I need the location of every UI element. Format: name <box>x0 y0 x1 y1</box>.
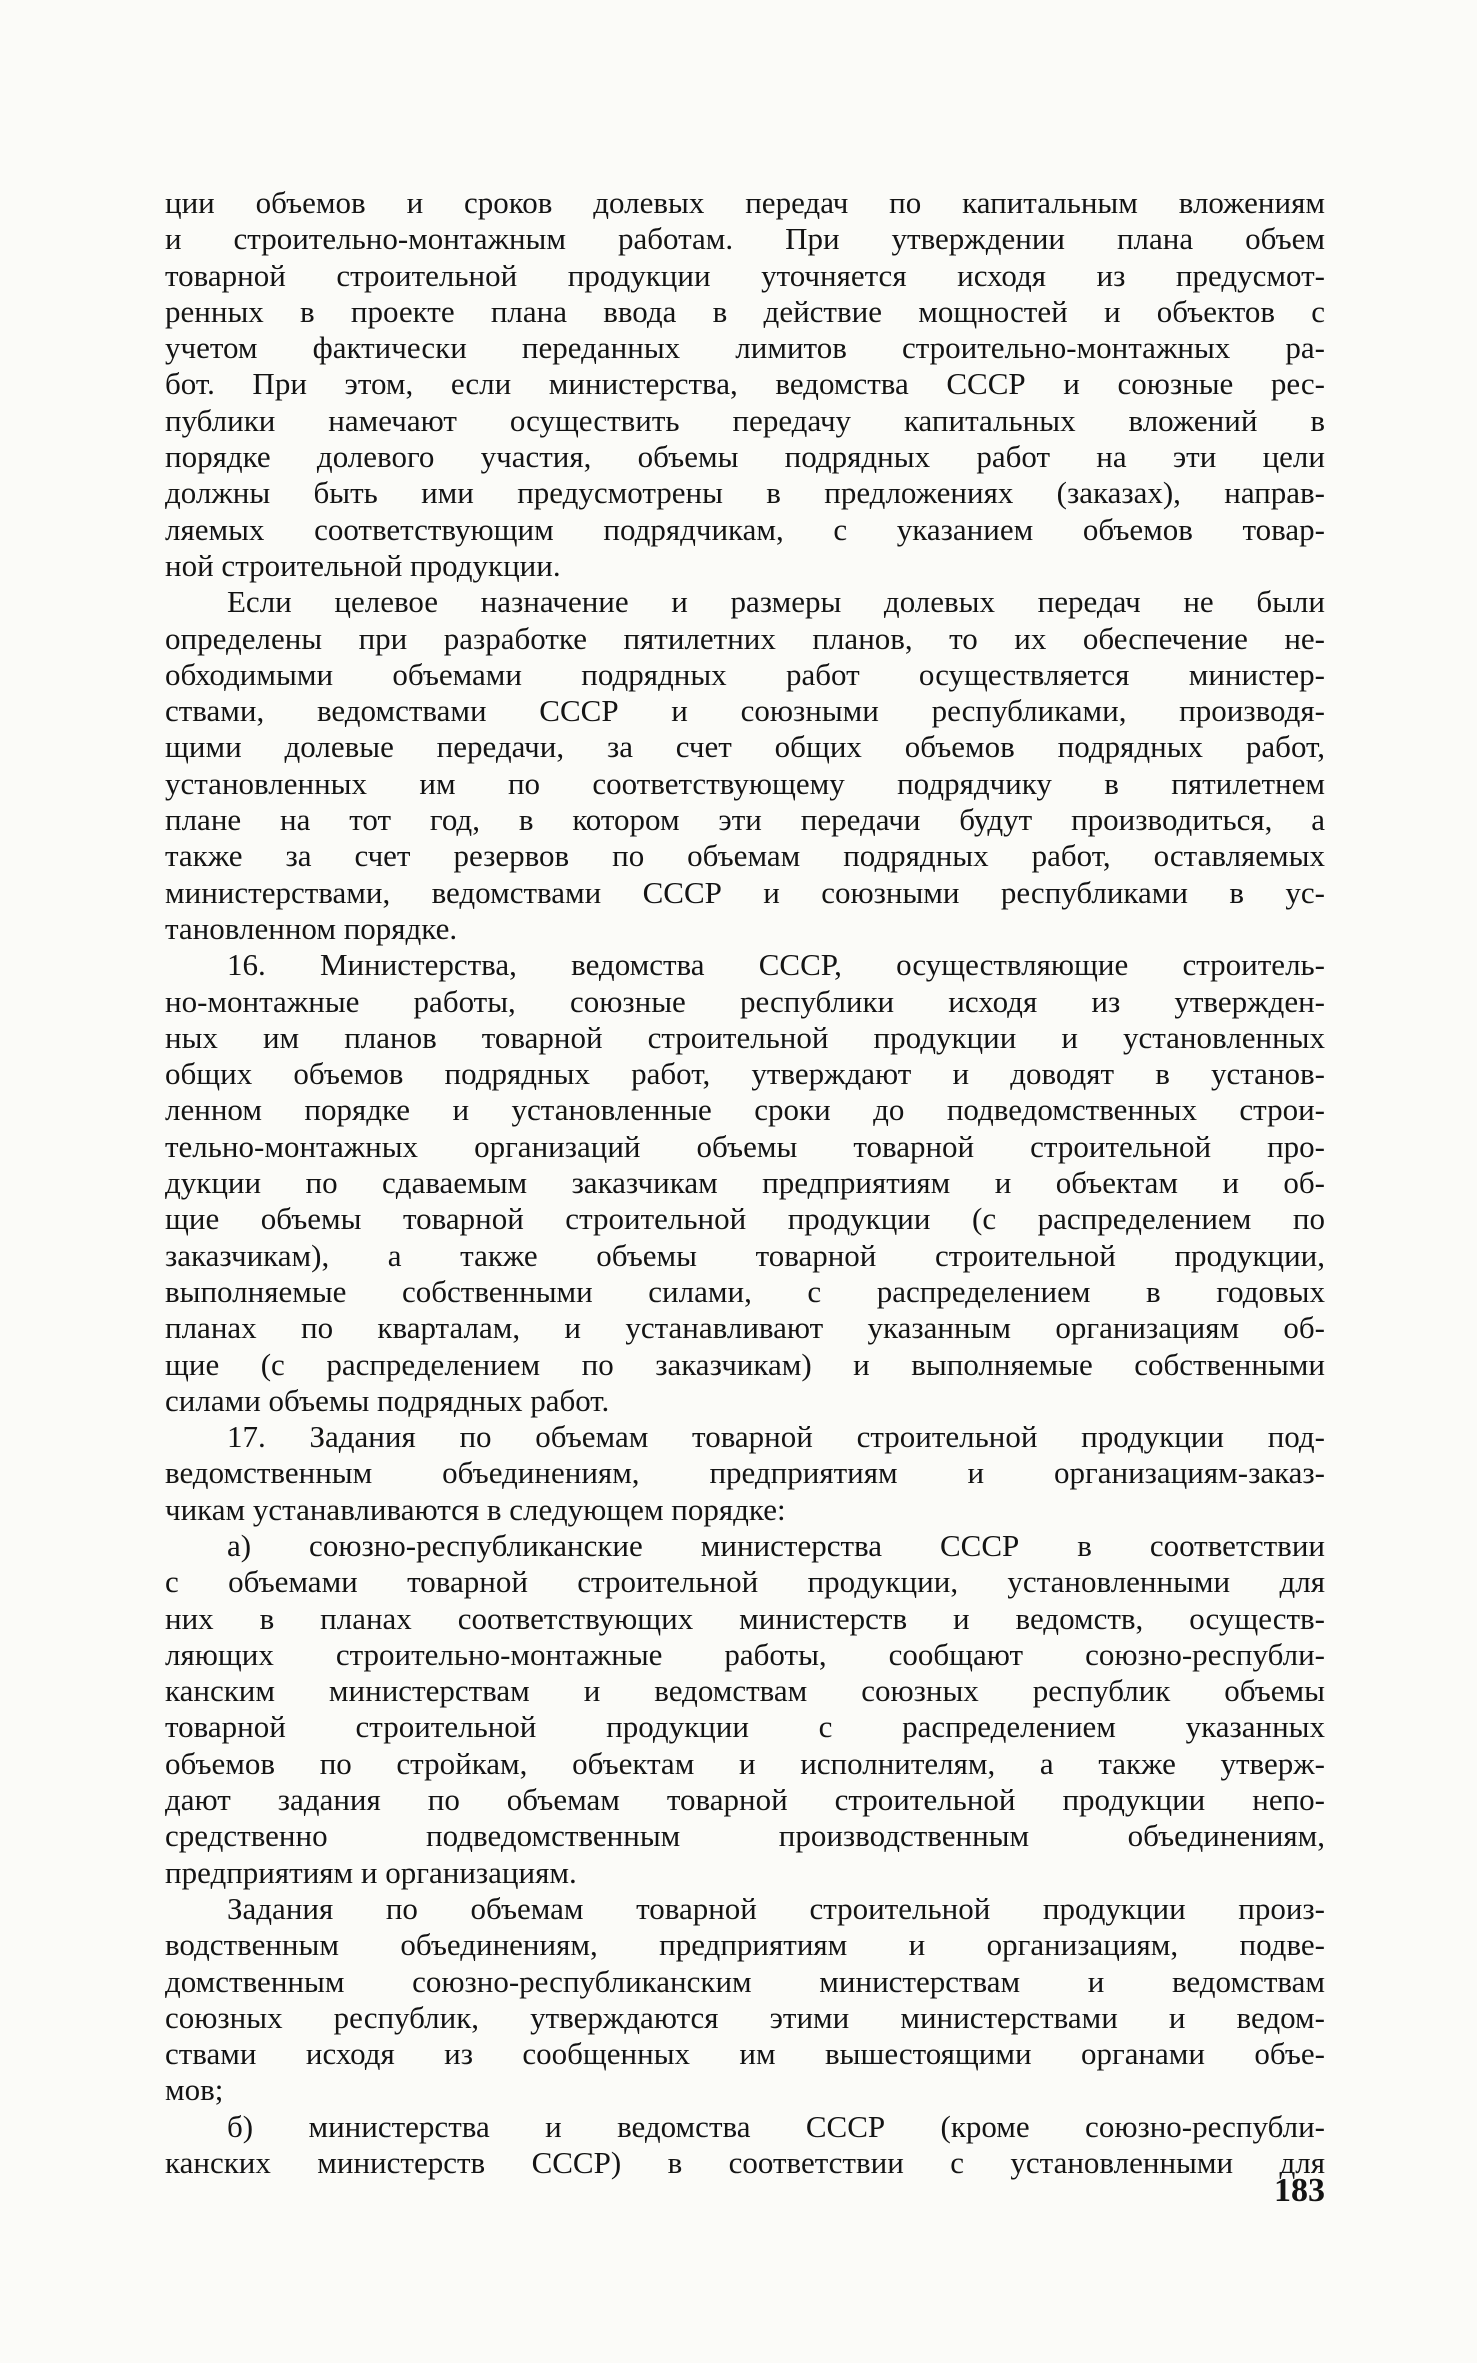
text-line: плане на тот год, в котором эти передачи будут производиться, а <box>165 802 1325 838</box>
text-line: ляемых соответствующим подрядчикам, с указанием объемов товар- <box>165 511 1325 547</box>
text-line: ренных в проекте плана ввода в действие мощностей и объектов с <box>165 293 1325 329</box>
text-line: выполняемые собственными силами, с распределением в годовых <box>165 1273 1325 1309</box>
text-line: канским министерствам и ведомствам союзных республик объемы <box>165 1673 1325 1709</box>
text-line: ствами, ведомствами СССР и союзными республиками, производя- <box>165 693 1325 729</box>
text-line: установленных им по соответствующему подрядчику в пятилетнем <box>165 765 1325 801</box>
text-line: ствами исходя из сообщенных им вышестоящими органами объе- <box>165 2036 1325 2072</box>
text-line: но-монтажные работы, союзные республики исходя из утвержден- <box>165 983 1325 1019</box>
text-line: товарной строительной продукции с распределением указанных <box>165 1709 1325 1745</box>
text-line: публики намечают осуществить передачу капитальных вложений в <box>165 402 1325 438</box>
text-line: канских министерств СССР) в соответствии с установленными для <box>165 2145 1325 2181</box>
text-line: товарной строительной продукции уточняется исходя из предусмот- <box>165 257 1325 293</box>
text-line: Задания по объемам товарной строительной продукции произ- <box>227 1890 1325 1926</box>
text-line: 16. Министерства, ведомства СССР, осуществляющие строитель- <box>227 947 1325 983</box>
text-line: обходимыми объемами подрядных работ осуществляется министер- <box>165 656 1325 692</box>
text-line: планах по кварталам, и устанавливают указанным организациям об- <box>165 1310 1325 1346</box>
text-line: ных им планов товарной строительной продукции и установленных <box>165 1019 1325 1055</box>
text-line: щие объемы товарной строительной продукции (с распределением по <box>165 1201 1325 1237</box>
text-line: мов; <box>165 2072 224 2108</box>
text-line: также за счет резервов по объемам подрядных работ, оставляемых <box>165 838 1325 874</box>
text-line: а) союзно-республиканские министерства СССР в соответствии <box>227 1527 1325 1563</box>
text-line: ленном порядке и установленные сроки до подведомственных строи- <box>165 1092 1325 1128</box>
text-line: министерствами, ведомствами СССР и союзными республиками в ус- <box>165 874 1325 910</box>
text-line: и строительно-монтажным работам. При утверждении плана объем <box>165 221 1325 257</box>
text-line: водственным объединениям, предприятиям и организациям, подве- <box>165 1927 1325 1963</box>
text-line: учетом фактически переданных лимитов строительно-монтажных ра- <box>165 330 1325 366</box>
text-line: ляющих строительно-монтажные работы, сообщают союзно-республи- <box>165 1636 1325 1672</box>
text-line: дукции по сдаваемым заказчикам предприятиям и объектам и об- <box>165 1165 1325 1201</box>
text-line: чикам устанавливаются в следующем порядке: <box>165 1491 786 1527</box>
text-line: силами объемы подрядных работ. <box>165 1382 610 1418</box>
text-line: Если целевое назначение и размеры долевых передач не были <box>227 584 1325 620</box>
text-line: домственным союзно-республиканским министерствам и ведомствам <box>165 1963 1325 1999</box>
text-line: союзных республик, утверждаются этими министерствами и ведом- <box>165 1999 1325 2035</box>
text-line: должны быть ими предусмотрены в предложениях (заказах), направ- <box>165 475 1325 511</box>
text-line: 17. Задания по объемам товарной строительной продукции под- <box>227 1419 1325 1455</box>
text-line: определены при разработке пятилетних планов, то их обеспечение не- <box>165 620 1325 656</box>
text-line: них в планах соответствующих министерств и ведомств, осуществ- <box>165 1600 1325 1636</box>
page-number: 183 <box>1274 2172 1325 2209</box>
text-line: средственно подведомственным производственным объединениям, <box>165 1818 1325 1854</box>
text-line: б) министерства и ведомства СССР (кроме союзно-республи- <box>227 2108 1325 2144</box>
text-line: общих объемов подрядных работ, утверждают и доводят в установ- <box>165 1056 1325 1092</box>
text-line: щими долевые передачи, за счет общих объемов подрядных работ, <box>165 729 1325 765</box>
body-text <box>165 185 1325 2181</box>
text-line: ции объемов и сроков долевых передач по капитальным вложениям <box>165 185 1325 220</box>
text-line: ной строительной продукции. <box>165 547 561 583</box>
text-line: с объемами товарной строительной продукции, установленными для <box>165 1564 1325 1600</box>
text-line: ведомственным объединениям, предприятиям и организациям-заказ- <box>165 1455 1325 1491</box>
text-line: порядке долевого участия, объемы подрядных работ на эти цели <box>165 439 1325 475</box>
text-line: предприятиям и организациям. <box>165 1854 577 1890</box>
text-line: заказчикам), а также объемы товарной строительной продукции, <box>165 1237 1325 1273</box>
text-line: объемов по стройкам, объектам и исполнителям, а также утверж- <box>165 1745 1325 1781</box>
text-line: щие (с распределением по заказчикам) и выполняемые собственными <box>165 1346 1325 1382</box>
text-line: бот. При этом, если министерства, ведомства СССР и союзные рес- <box>165 366 1325 402</box>
text-line: тельно-монтажных организаций объемы товарной строительной про- <box>165 1128 1325 1164</box>
text-line: дают задания по объемам товарной строительной продукции непо- <box>165 1782 1325 1818</box>
text-line: тановленном порядке. <box>165 910 458 946</box>
